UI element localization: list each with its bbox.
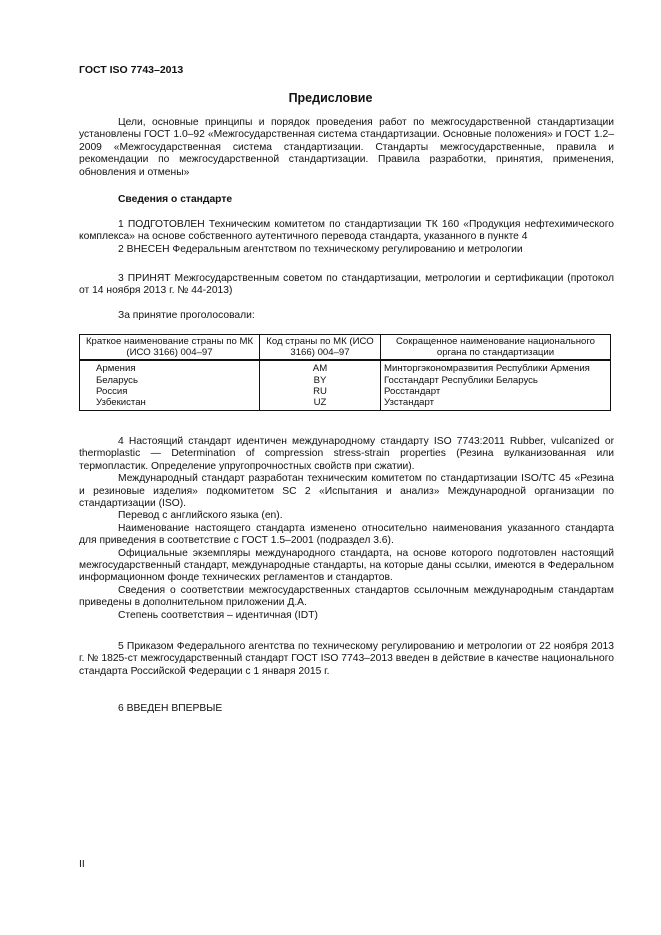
table-cell-code: BY — [260, 375, 381, 386]
table-header-country: Краткое наименование страны по МК (ИСО 3166) 004–97 — [80, 335, 260, 361]
voted-block — [79, 310, 614, 322]
item-6-block — [79, 703, 614, 715]
page-number: II — [79, 859, 85, 870]
item-4-developer-paragraph: Международный стандарт разработан техническим комитетом по стандартизации ISO/TC 45 «Резина и резиновые изделия» подкомитетом SC 2 «Испытания и анализ» Международной организации по стандартизации (ISO). — [79, 473, 614, 510]
item-3-block — [79, 273, 614, 298]
page-title: Предисловие — [288, 91, 373, 105]
item-4-conformity-paragraph: Сведения о соответствии межгосударственных стандартов ссылочным международным стандартам приведены в дополнительном приложении Д.А. — [79, 584, 614, 609]
intro-block — [79, 117, 614, 179]
item-1-2-block — [79, 219, 614, 256]
item-3-paragraph: 3 ПРИНЯТ Межгосударственным советом по стандартизации, метрологии и сертификации (протокол от 14 ноября 2013 г. № 44-2013) — [79, 273, 614, 297]
item-4-name-change-paragraph: Наименование настоящего стандарта изменено относительно наименования указанного стандарта для приведения в соответствие с ГОСТ 1.5–2001 (подраздел 3.6). — [79, 522, 614, 547]
item-4-paragraph: 4 Настоящий стандарт идентичен международному стандарту ISO 7743:2011 Rubber, vulcanized or thermoplastic — Determination of compression stress-strain properties (Резина вулканизованная или термопластик. Определение упругопрочностных свойств при сжатии). — [79, 436, 614, 472]
table-cell-country: Россия — [80, 386, 260, 397]
item-5-block — [79, 641, 614, 678]
table-row — [80, 397, 611, 411]
intro-paragraph: Цели, основные принципы и порядок проведения работ по межгосударственной стандартизации установлены ГОСТ 1.0–92 «Межгосударственная система стандартизации. Основные положения» и ГОСТ 1.2–2009 «Межгосударственная система стандартизации. Стандарты межгосударственные, правила и рекомендации по межгосударственной стандартизации. Правила разработки, принятия, применения, обновления и отмены» — [79, 117, 614, 178]
item-4-translation-paragraph: Перевод с английского языка (en). — [118, 510, 283, 522]
table-cell-code: AM — [260, 360, 381, 374]
section-title: Сведения о стандарте — [118, 194, 233, 205]
item-4-official-copies-paragraph: Официальные экземпляры международного стандарта, на основе которого подготовлен настоящий межгосударственный стандарт, международные стандарты, на которые даны ссылки, имеются в Федеральном информационном фонде технических регламентов и стандартов. — [79, 547, 614, 584]
voting-table — [79, 334, 611, 411]
item-1-paragraph: 1 ПОДГОТОВЛЕН Техническим комитетом по стандартизации ТК 160 «Продукция нефтехимического комплекса» на основе собственного аутентичного перевода стандарта, указанного в пункте 4 — [79, 219, 614, 243]
table-row — [80, 375, 611, 386]
table-cell-body: Узстандарт — [381, 397, 611, 411]
item-4-block — [79, 436, 614, 622]
item-6-paragraph: 6 ВВЕДЕН ВПЕРВЫЕ — [118, 703, 223, 714]
item-4-degree-paragraph: Степень соответствия – идентичная (IDT) — [118, 609, 318, 621]
table-row — [80, 386, 611, 397]
table-cell-body: Минторгэкономразвития Республики Армения — [381, 360, 611, 374]
item-5-paragraph: 5 Приказом Федерального агентства по техническому регулированию и метрологии от 22 ноября 2013 г. № 1825-ст межгосударственный стандарт ГОСТ ISO 7743–2013 введен в действие в качестве национального стандарта Российской Федерации с 1 января 2015 г. — [79, 641, 614, 677]
table-header-body: Сокращенное наименование национального органа по стандартизации — [381, 335, 611, 361]
table-header-row — [80, 335, 611, 361]
table-cell-body: Росстандарт — [381, 386, 611, 397]
table-cell-country: Беларусь — [80, 375, 260, 386]
voted-label: За принятие проголосовали: — [118, 310, 255, 321]
table-cell-country: Узбекистан — [80, 397, 260, 411]
table-cell-code: UZ — [260, 397, 381, 411]
table-cell-code: RU — [260, 386, 381, 397]
table-cell-country: Армения — [80, 360, 260, 374]
table-header-code: Код страны по МК (ИСО 3166) 004–97 — [260, 335, 381, 361]
table-cell-body: Госстандарт Республики Беларусь — [381, 375, 611, 386]
document-code: ГОСТ ISO 7743–2013 — [79, 64, 184, 76]
table-row — [80, 360, 611, 374]
item-2-paragraph: 2 ВНЕСЕН Федеральным агентством по техническому регулированию и метрологии — [118, 243, 523, 255]
